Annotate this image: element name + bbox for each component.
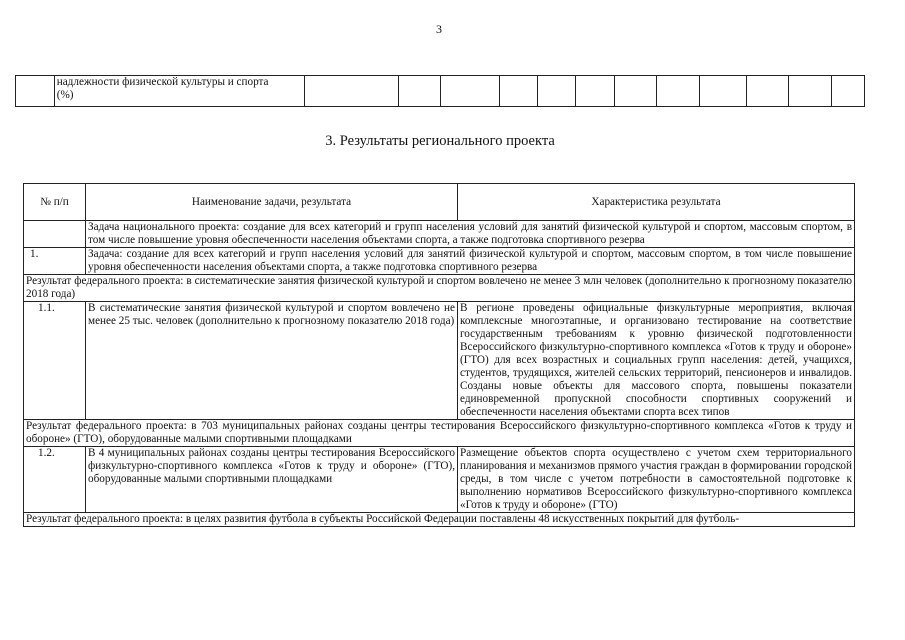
result-number: 1.2. <box>24 447 86 513</box>
table-row <box>16 76 865 107</box>
table-cell <box>746 76 788 107</box>
indicator-name-line: надлежности физической культуры и спорта <box>56 76 269 88</box>
table-row <box>24 513 855 527</box>
table-cell <box>16 76 55 107</box>
table-header-row <box>24 184 855 221</box>
task-text: Задача: создание для всех категорий и групп населения условий для занятий физической культурой и спортом, массовым спортом, в том числе повышение уровня обеспеченности населения объектами спорта, а также подготовка спортивного резерва <box>86 248 855 275</box>
table-cell <box>657 76 699 107</box>
result-characteristic: Размещение объектов спорта осуществлено с учетом схем территориального планирования и механизмов прямого участия граждан в формировании городской среды, в том числе с учетом потребности в самостоятельной подготовке к выполнению нормативов Всероссийского физкультурно-спортивного комплекса «Готов к труду и обороне» (ГТО) <box>458 447 855 513</box>
national-task: Задача национального проекта: создание для всех категорий и групп населения условий для занятий физической культурой и спортом, массовым спортом, в том числе повышение уровня обеспеченности населения объектами спорта, а также подготовка спортивного резерва <box>86 221 855 248</box>
table-cell <box>699 76 746 107</box>
page-number: 3 <box>436 22 442 36</box>
result-name: В 4 муниципальных районах созданы центры тестирования Всероссийского физкультурно-спортивного комплекса «Готов к труду и обороне» (ГТО), оборудованные малыми спортивными площадками <box>86 447 458 513</box>
federal-result <box>24 513 855 527</box>
table-cell <box>614 76 656 107</box>
table-cell <box>789 76 831 107</box>
table-row <box>24 248 855 275</box>
table-cell <box>54 76 305 107</box>
table-cell <box>441 76 500 107</box>
table-cell <box>575 76 614 107</box>
table-row <box>24 447 855 513</box>
table-cell <box>831 76 864 107</box>
table-row <box>24 302 855 420</box>
task-number: 1. <box>24 248 86 275</box>
table-cell <box>538 76 576 107</box>
federal-result: Результат федерального проекта: в систематические занятия физической культурой и спортом вовлечено не менее 3 млн человек (дополнительно к прогнозному показателю 2018 года) <box>24 275 855 302</box>
header-name: Наименование задачи, результата <box>86 184 458 221</box>
federal-result: Результат федерального проекта: в 703 муниципальных районах созданы центры тестирования Всероссийского физкультурно-спортивного комплекса «Готов к труду и обороне» (ГТО), оборудованные малыми спортивными площадками <box>24 420 855 447</box>
result-name: В систематические занятия физической культурой и спортом вовлечено не менее 25 тыс. человек (дополнительно к прогнозному показателю 2018 года) <box>86 302 458 420</box>
federal-result-text: Результат федерального проекта: в целях развития футбола в субъекты Российской Федерации поставлены 48 искусственных покрытий для футболь- <box>26 513 740 525</box>
indicator-unit: (%) <box>56 89 74 101</box>
table-cell <box>24 221 86 248</box>
results-table <box>23 183 855 527</box>
table-cell <box>500 76 538 107</box>
table-row <box>24 221 855 248</box>
table-cell <box>398 76 440 107</box>
table-row <box>24 420 855 447</box>
indicators-table-fragment <box>15 75 865 107</box>
result-characteristic: В регионе проведены официальные физкультурные мероприятия, включая комплексные многоэтапные, и организовано тестирование на соответствие государственным требованиям к уровню физической подготовленности Всероссийского физкультурно-спортивного комплекса «Готов к труду и обороне» (ГТО) для всех возрастных и социальных групп населения: детей, учащихся, студентов, трудящихся, жителей сельских территорий, пенсионеров и инвалидов. Созданы новые объекты для массового спорта, повышены показатели единовременной пропускной способности спортивных сооружений и обеспеченности населения объектами спорта всех типов <box>458 302 855 420</box>
table-cell <box>305 76 398 107</box>
header-num: № п/п <box>24 184 86 221</box>
header-characteristic: Характеристика результата <box>458 184 855 221</box>
table-row <box>24 275 855 302</box>
result-number: 1.1. <box>24 302 86 420</box>
section-title: 3. Результаты регионального проекта <box>325 133 555 149</box>
